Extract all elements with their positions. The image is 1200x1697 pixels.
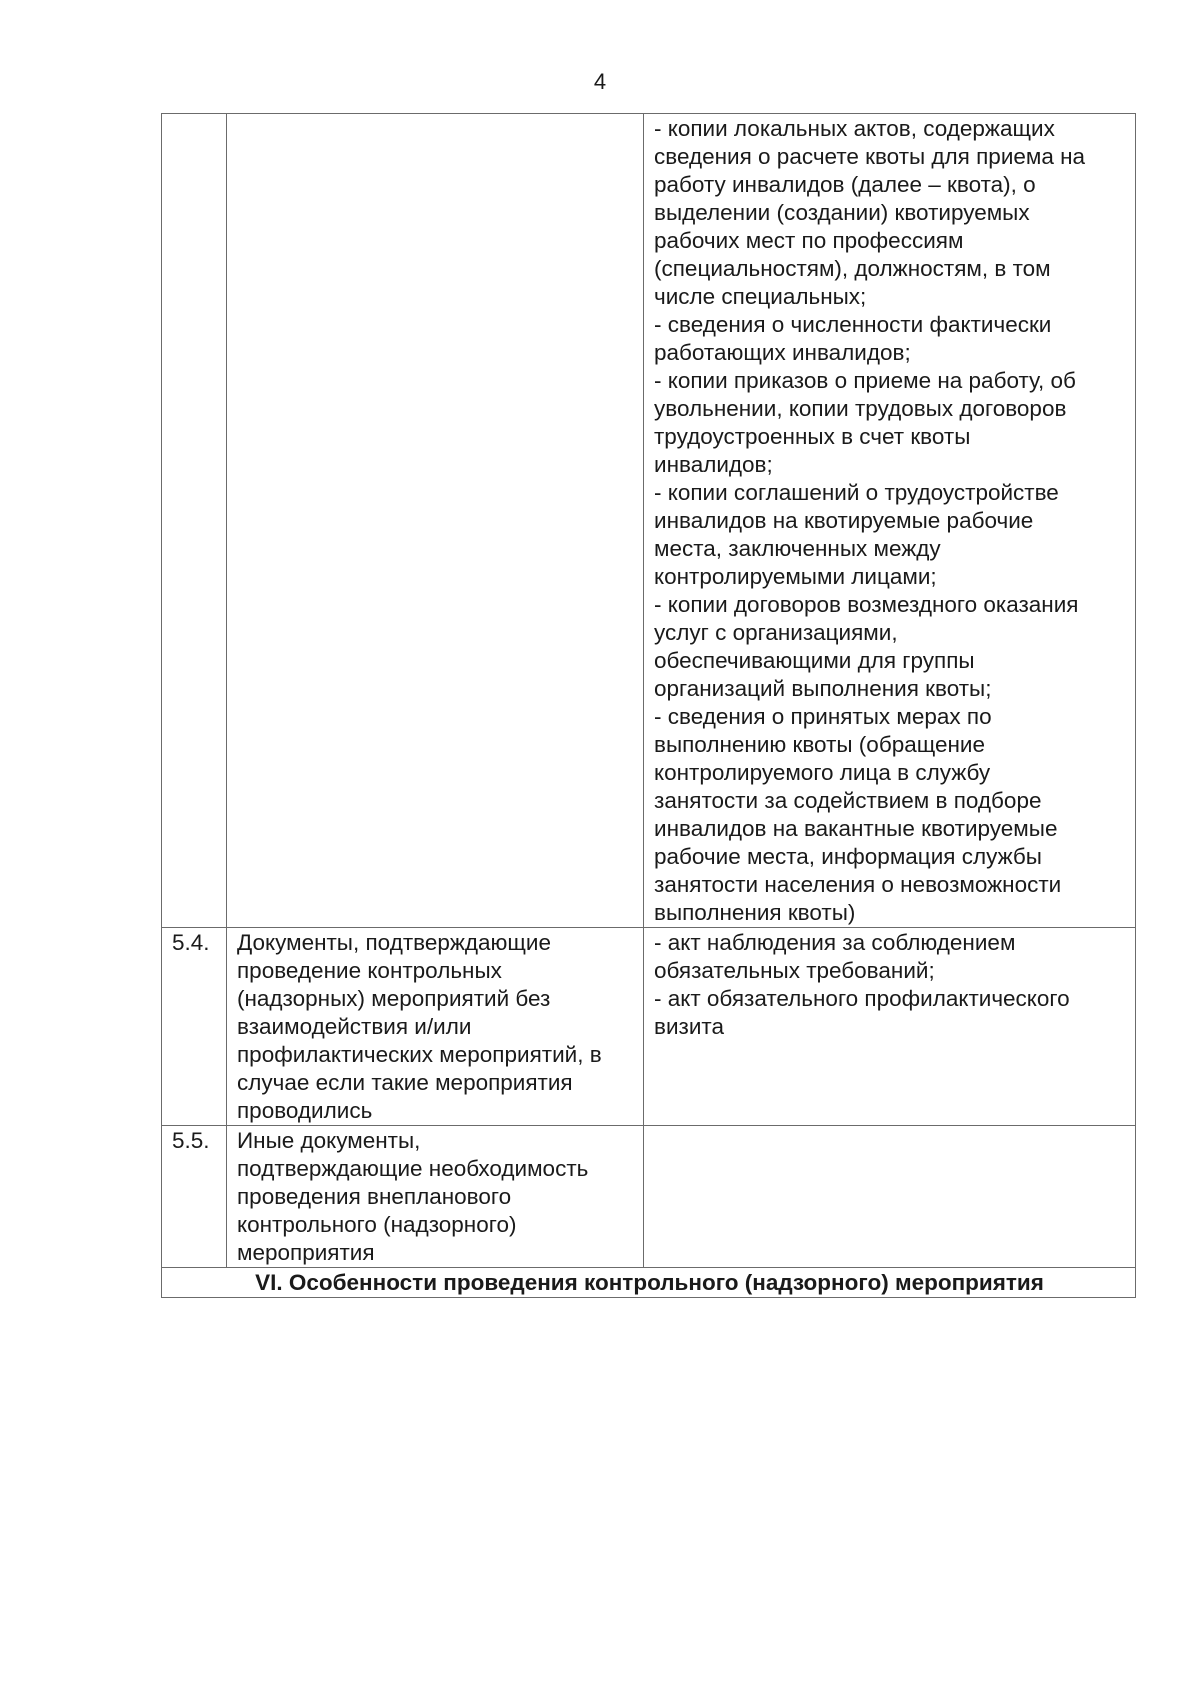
table-row: [162, 928, 1136, 1126]
document-list-line: трудоустроенных в счет квоты: [654, 424, 971, 449]
document-list-line: занятости за содействием в подборе: [654, 788, 1042, 813]
table-row: [162, 114, 1136, 928]
document-list-line: контролируемого лица в службу: [654, 760, 991, 785]
document-name-line: проводились: [237, 1098, 373, 1123]
document-name-cell: [227, 114, 644, 928]
document-name-line: взаимодействия и/или: [237, 1014, 472, 1039]
document-name-line: мероприятия: [237, 1240, 375, 1265]
document-list-line: визита: [654, 1014, 724, 1039]
document-list-line: рабочие места, информация службы: [654, 844, 1042, 869]
document-name-line: проведение контрольных: [237, 958, 502, 983]
document-list-line: контролируемыми лицами;: [654, 564, 937, 589]
document-list-line: обеспечивающими для группы: [654, 648, 975, 673]
document-list-line: - копии договоров возмездного оказания: [654, 592, 1079, 617]
table-row: [162, 1126, 1136, 1268]
document-name-line: подтверждающие необходимость: [237, 1156, 589, 1181]
document-name-line: Иные документы,: [237, 1128, 421, 1153]
document-list-line: инвалидов на вакантные квотируемые: [654, 816, 1058, 841]
documents-list-cell: [644, 928, 1136, 1126]
document-list-line: - сведения о принятых мерах по: [654, 704, 992, 729]
document-name-cell: [227, 928, 644, 1126]
documents-list-cell: [644, 114, 1136, 928]
document-list-line: организаций выполнения квоты;: [654, 676, 992, 701]
document-name-line: контрольного (надзорного): [237, 1212, 517, 1237]
document-list-line: - копии локальных актов, содержащих: [654, 116, 1055, 141]
documents-list-cell: [644, 1126, 1136, 1268]
row-number-cell: 5.4.: [162, 928, 227, 1126]
document-list-line: - акт наблюдения за соблюдением: [654, 930, 1016, 955]
document-name-line: (надзорных) мероприятий без: [237, 986, 551, 1011]
row-number-cell: 5.5.: [162, 1126, 227, 1268]
document-list-line: - акт обязательного профилактического: [654, 986, 1070, 1011]
document-name-cell: [227, 1126, 644, 1268]
document-list-line: работу инвалидов (далее – квота), о: [654, 172, 1036, 197]
document-list-line: выделении (создании) квотируемых: [654, 200, 1030, 225]
document-name-line: профилактических мероприятий, в: [237, 1042, 602, 1067]
section-heading: VI. Особенности проведения контрольного (надзорного) мероприятия: [162, 1268, 1136, 1298]
document-list-line: работающих инвалидов;: [654, 340, 911, 365]
document-list-line: рабочих мест по профессиям: [654, 228, 964, 253]
document-list-line: места, заключенных между: [654, 536, 941, 561]
document-name-line: проведения внепланового: [237, 1184, 512, 1209]
document-name-line: случае если такие мероприятия: [237, 1070, 573, 1095]
section-heading-row: [162, 1268, 1136, 1298]
document-list-line: числе специальных;: [654, 284, 867, 309]
document-list-line: услуг с организациями,: [654, 620, 898, 645]
document-list-line: инвалидов на квотируемые рабочие: [654, 508, 1034, 533]
documents-table: [161, 113, 1136, 1298]
document-list-line: - копии соглашений о трудоустройстве: [654, 480, 1059, 505]
row-number-cell: [162, 114, 227, 928]
document-list-line: сведения о расчете квоты для приема на: [654, 144, 1086, 169]
document-list-line: увольнении, копии трудовых договоров: [654, 396, 1067, 421]
page-number: 4: [593, 69, 607, 94]
document-list-line: обязательных требований;: [654, 958, 935, 983]
document-list-line: выполнению квоты (обращение: [654, 732, 986, 757]
document-name-line: Документы, подтверждающие: [237, 930, 552, 955]
document-list-line: - копии приказов о приеме на работу, об: [654, 368, 1076, 393]
document-list-line: - сведения о численности фактически: [654, 312, 1052, 337]
document-list-line: выполнения квоты): [654, 900, 856, 925]
document-list-line: инвалидов;: [654, 452, 773, 477]
document-list-line: (специальностям), должностям, в том: [654, 256, 1051, 281]
document-list-line: занятости населения о невозможности: [654, 872, 1062, 897]
